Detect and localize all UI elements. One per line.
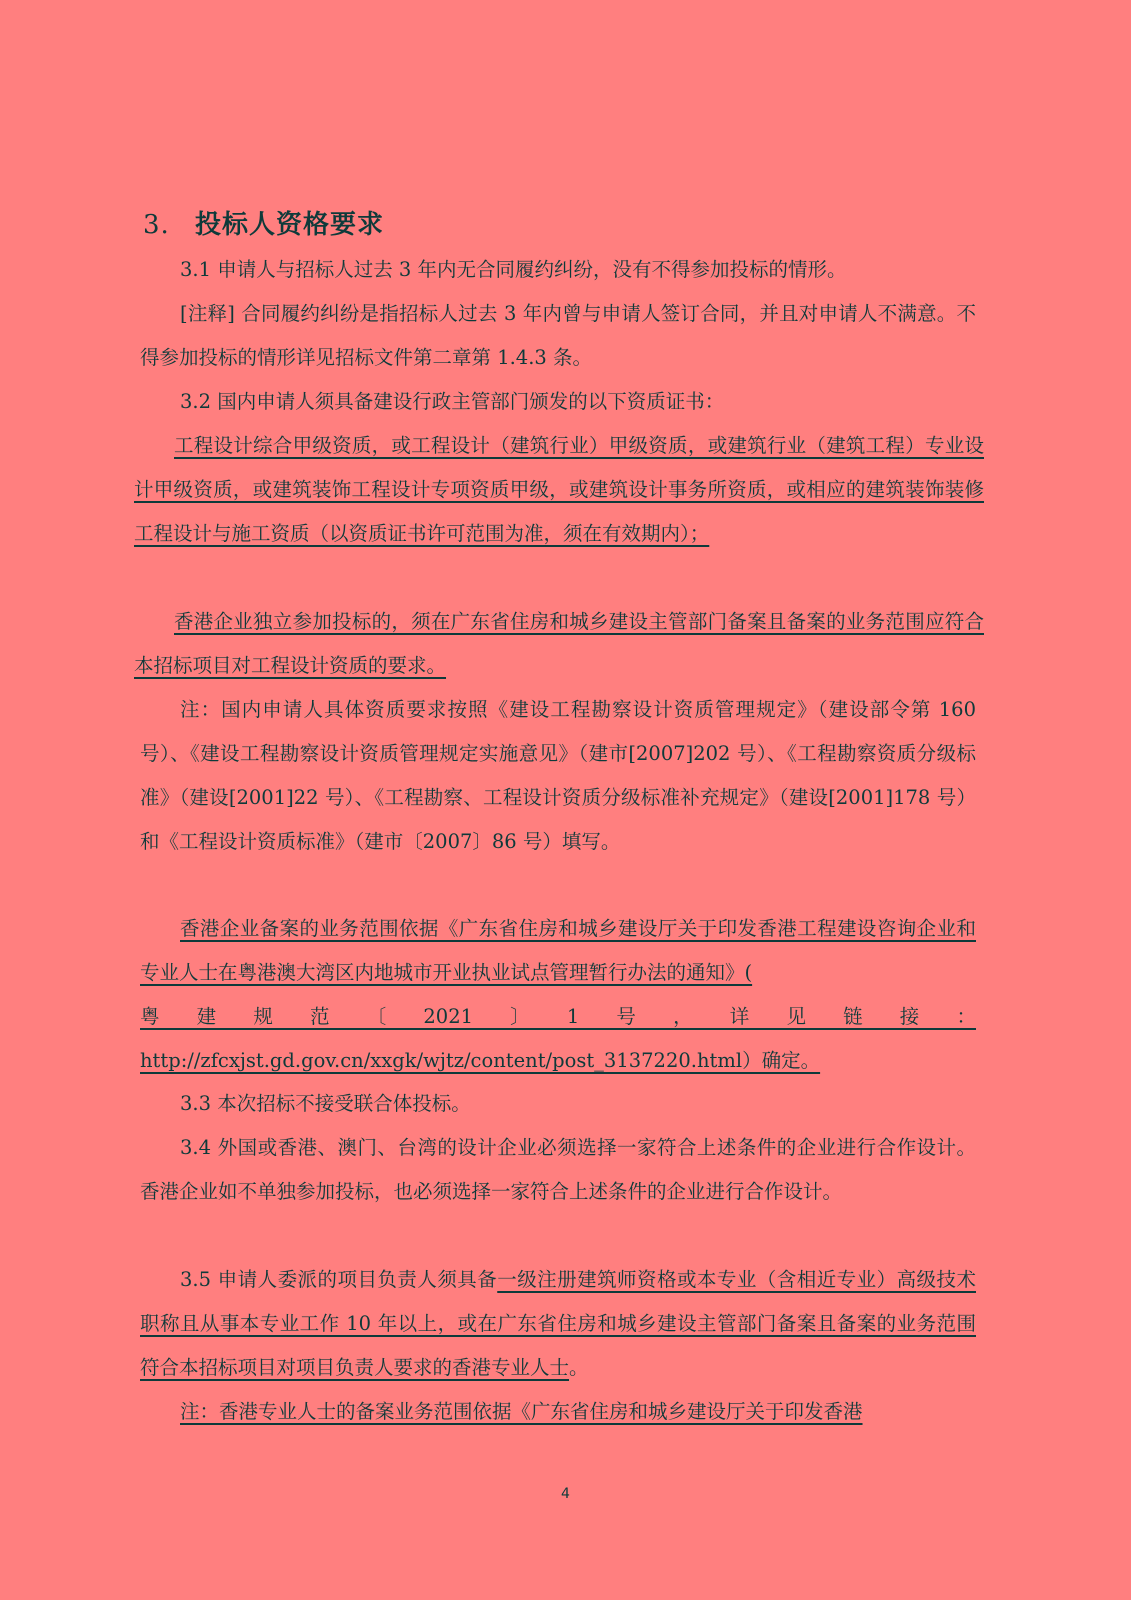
p35-end: 。 [569, 1356, 589, 1379]
note-3-5-underlined: 注：香港专业人士的备案业务范围依据《广东省住房和城乡建设厅关于印发香港 [180, 1400, 863, 1423]
paragraph-3-2-qualifications [134, 424, 984, 556]
qualifications-underlined: 工程设计综合甲级资质，或工程设计（建筑行业）甲级资质，或建筑行业（建筑工程）专业设计甲级资质，或建筑装饰工程设计专项资质甲级，或建筑设计事务所资质，或相应的建筑装饰装修工程设计与施工资质（以资质证书许可范围为准，须在有效期内）； [134, 434, 984, 545]
section-number: 3. [143, 210, 170, 240]
hk-doc-number: 粤建规范〔2021〕1号，详见链接： [140, 1005, 976, 1028]
paragraph-3-1: 3.1 申请人与招标人过去 3 年内无合同履约纠纷，没有不得参加投标的情形。 [180, 258, 847, 281]
paragraph-3-2-hong-kong [134, 600, 984, 688]
paragraph-3-5 [140, 1258, 976, 1390]
note-3-2-hong-kong-link[interactable] [140, 1039, 976, 1083]
note-3-2-hong-kong-doc [140, 995, 976, 1039]
note-3-2-hong-kong [140, 907, 976, 995]
hong-kong-underlined: 香港企业独立参加投标的，须在广东省住房和城乡建设主管部门备案且备案的业务范围应符合本招标项目对工程设计资质的要求。 [134, 610, 984, 677]
paragraph-3-4: 3.4 外国或香港、澳门、台湾的设计企业必须选择一家符合上述条件的企业进行合作设计。香港企业如不单独参加投标，也必须选择一家符合上述条件的企业进行合作设计。 [140, 1136, 976, 1203]
hk-basis-text: 香港企业备案的业务范围依据《广东省住房和城乡建设厅关于印发香港工程建设咨询企业和专业人士在粤港澳大湾区内地城市开业执业试点管理暂行办法的通知》( [140, 917, 976, 984]
page-number: 4 [561, 1486, 570, 1502]
p35-underlined: 一级注册建筑师资格或本专业（含相近专业）高级技术职称且从事本专业工作 10 年以上，或在广东省住房和城乡建设主管部门备案且备案的业务范围符合本招标项目对项目负责人要求的香港专业人士 [140, 1268, 976, 1379]
hk-link[interactable]: http://zfcxjst.gd.gov.cn/xxgk/wjtz/content/post_3137220.html）确定。 [140, 1049, 821, 1072]
section-title: 投标人资格要求 [195, 210, 385, 240]
note-3-1: [注释] 合同履约纠纷是指招标人过去 3 年内曾与申请人签订合同，并且对申请人不满意。不得参加投标的情形详见招标文件第二章第 1.4.3 条。 [140, 302, 976, 369]
note-3-5 [140, 1390, 976, 1434]
section-heading [143, 204, 384, 241]
note-3-2: 注：国内申请人具体资质要求按照《建设工程勘察设计资质管理规定》（建设部令第 160 号）、《建设工程勘察设计资质管理规定实施意见》（建市[2007]202 号）、《工程勘察资质分级标准》（建设[2001]22 号）、《工程勘察、工程设计资质分级标准补充规定》（建设[2001]178 号）和《工程设计资质标准》（建市〔2007〕86 号）填写。 [140, 698, 976, 853]
paragraph-3-2: 3.2 国内申请人须具备建设行政主管部门颁发的以下资质证书： [180, 390, 725, 413]
p35-lead: 3.5 申请人委派的项目负责人须具备 [180, 1268, 498, 1291]
paragraph-3-3: 3.3 本次招标不接受联合体投标。 [180, 1092, 471, 1115]
